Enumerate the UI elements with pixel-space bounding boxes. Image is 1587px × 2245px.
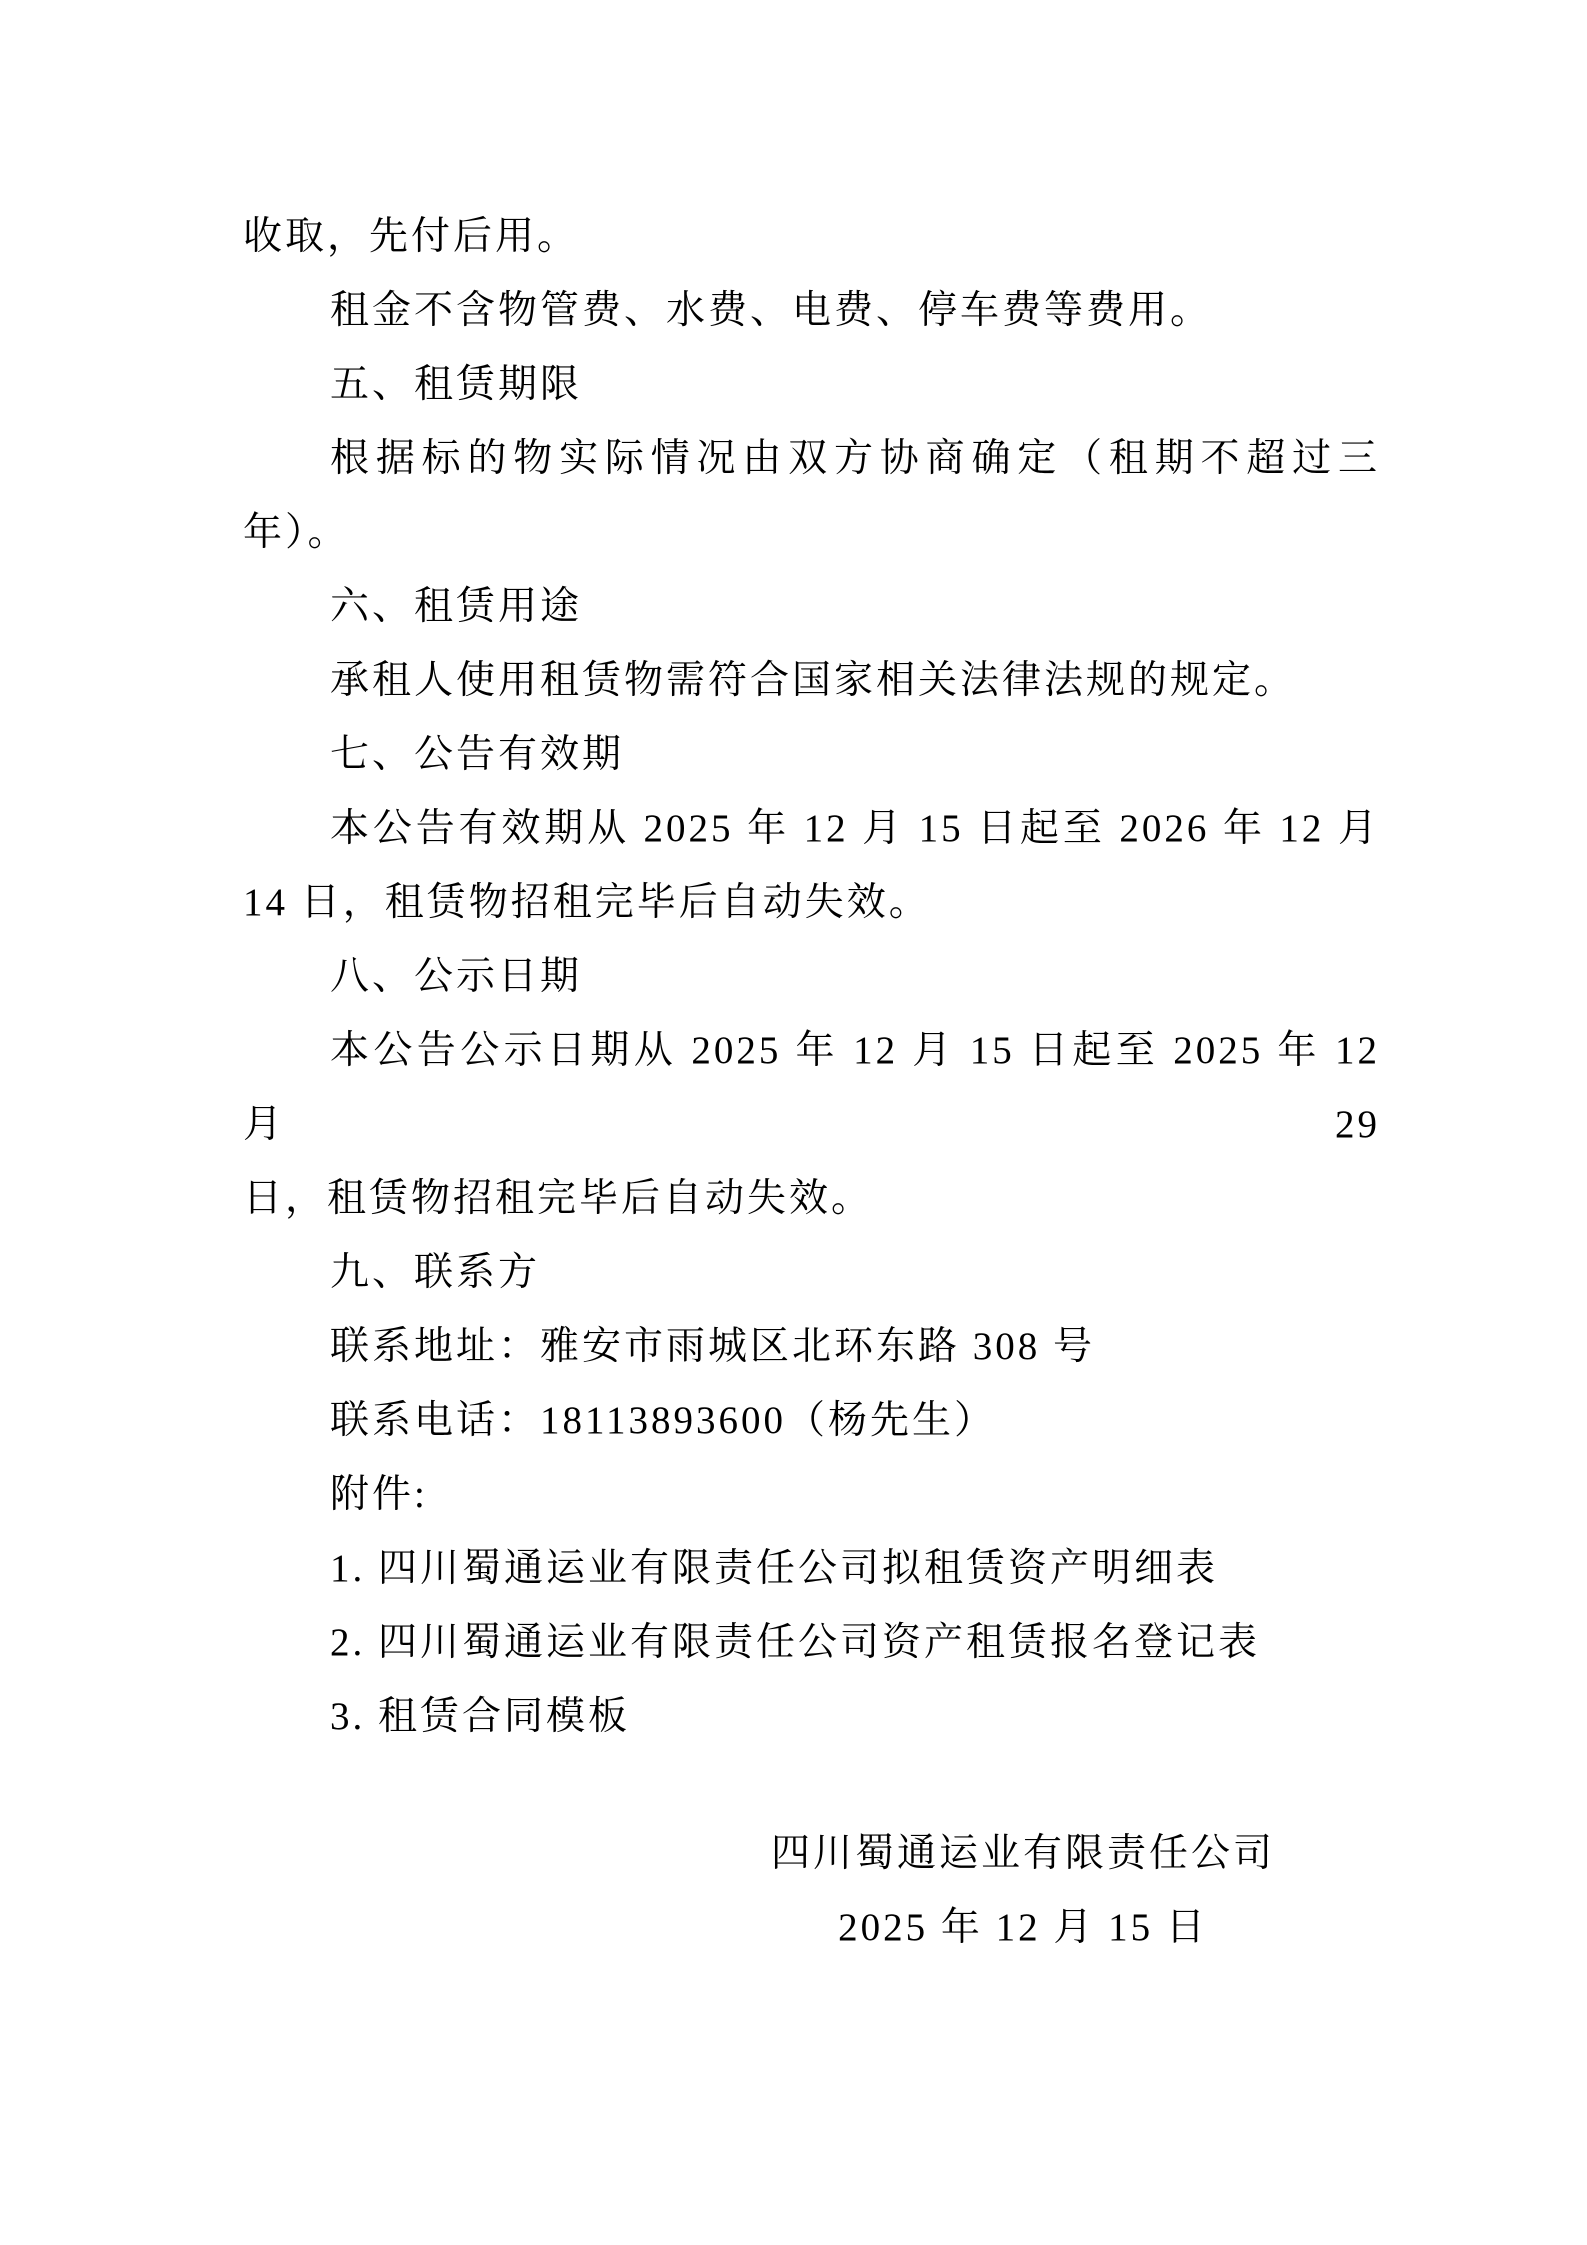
continuation-line: 14 日，租赁物招租完毕后自动失效。 <box>243 881 931 924</box>
continuation-line: 日，租赁物招租完毕后自动失效。 <box>243 1177 874 1220</box>
contact-phone-line: 联系电话：18113893600（杨先生） <box>330 1399 997 1442</box>
heading-lease-term: 五、租赁期限 <box>330 363 583 406</box>
continuation-line: 年）。 <box>243 511 350 554</box>
attachment-item-3: 3. 租赁合同模板 <box>330 1695 631 1738</box>
body-line: 承租人使用租赁物需符合国家相关法律法规的规定。 <box>330 659 1297 702</box>
heading-contact: 九、联系方 <box>330 1251 541 1294</box>
body-line: 根据标的物实际情况由双方协商确定（租期不超过三 <box>330 437 1380 480</box>
attachments-label: 附件: <box>330 1473 428 1516</box>
body-line: 本公告有效期从 2025 年 12 月 15 日起至 2026 年 12 月 <box>330 807 1380 850</box>
heading-validity-period: 七、公告有效期 <box>330 733 625 776</box>
continuation-line: 收取，先付后用。 <box>243 215 580 258</box>
contact-address-line: 联系地址：雅安市雨城区北环东路 308 号 <box>330 1325 1096 1368</box>
signature-block <box>771 1817 1275 1965</box>
signature-company: 四川蜀通运业有限责任公司 <box>770 1832 1275 1875</box>
heading-publicity-date: 八、公示日期 <box>330 955 583 998</box>
body-line: 租金不含物管费、水费、电费、停车费等费用。 <box>330 289 1213 332</box>
signature-date: 2025 年 12 月 15 日 <box>838 1906 1208 1949</box>
body-line: 本公告公示日期从 2025 年 12 月 15 日起至 2025 年 12 月 29 <box>243 1029 1380 1146</box>
attachment-item-2: 2. 四川蜀通运业有限责任公司资产租赁报名登记表 <box>330 1621 1261 1664</box>
attachment-item-1: 1. 四川蜀通运业有限责任公司拟租赁资产明细表 <box>330 1547 1219 1590</box>
heading-lease-purpose: 六、租赁用途 <box>330 585 583 628</box>
